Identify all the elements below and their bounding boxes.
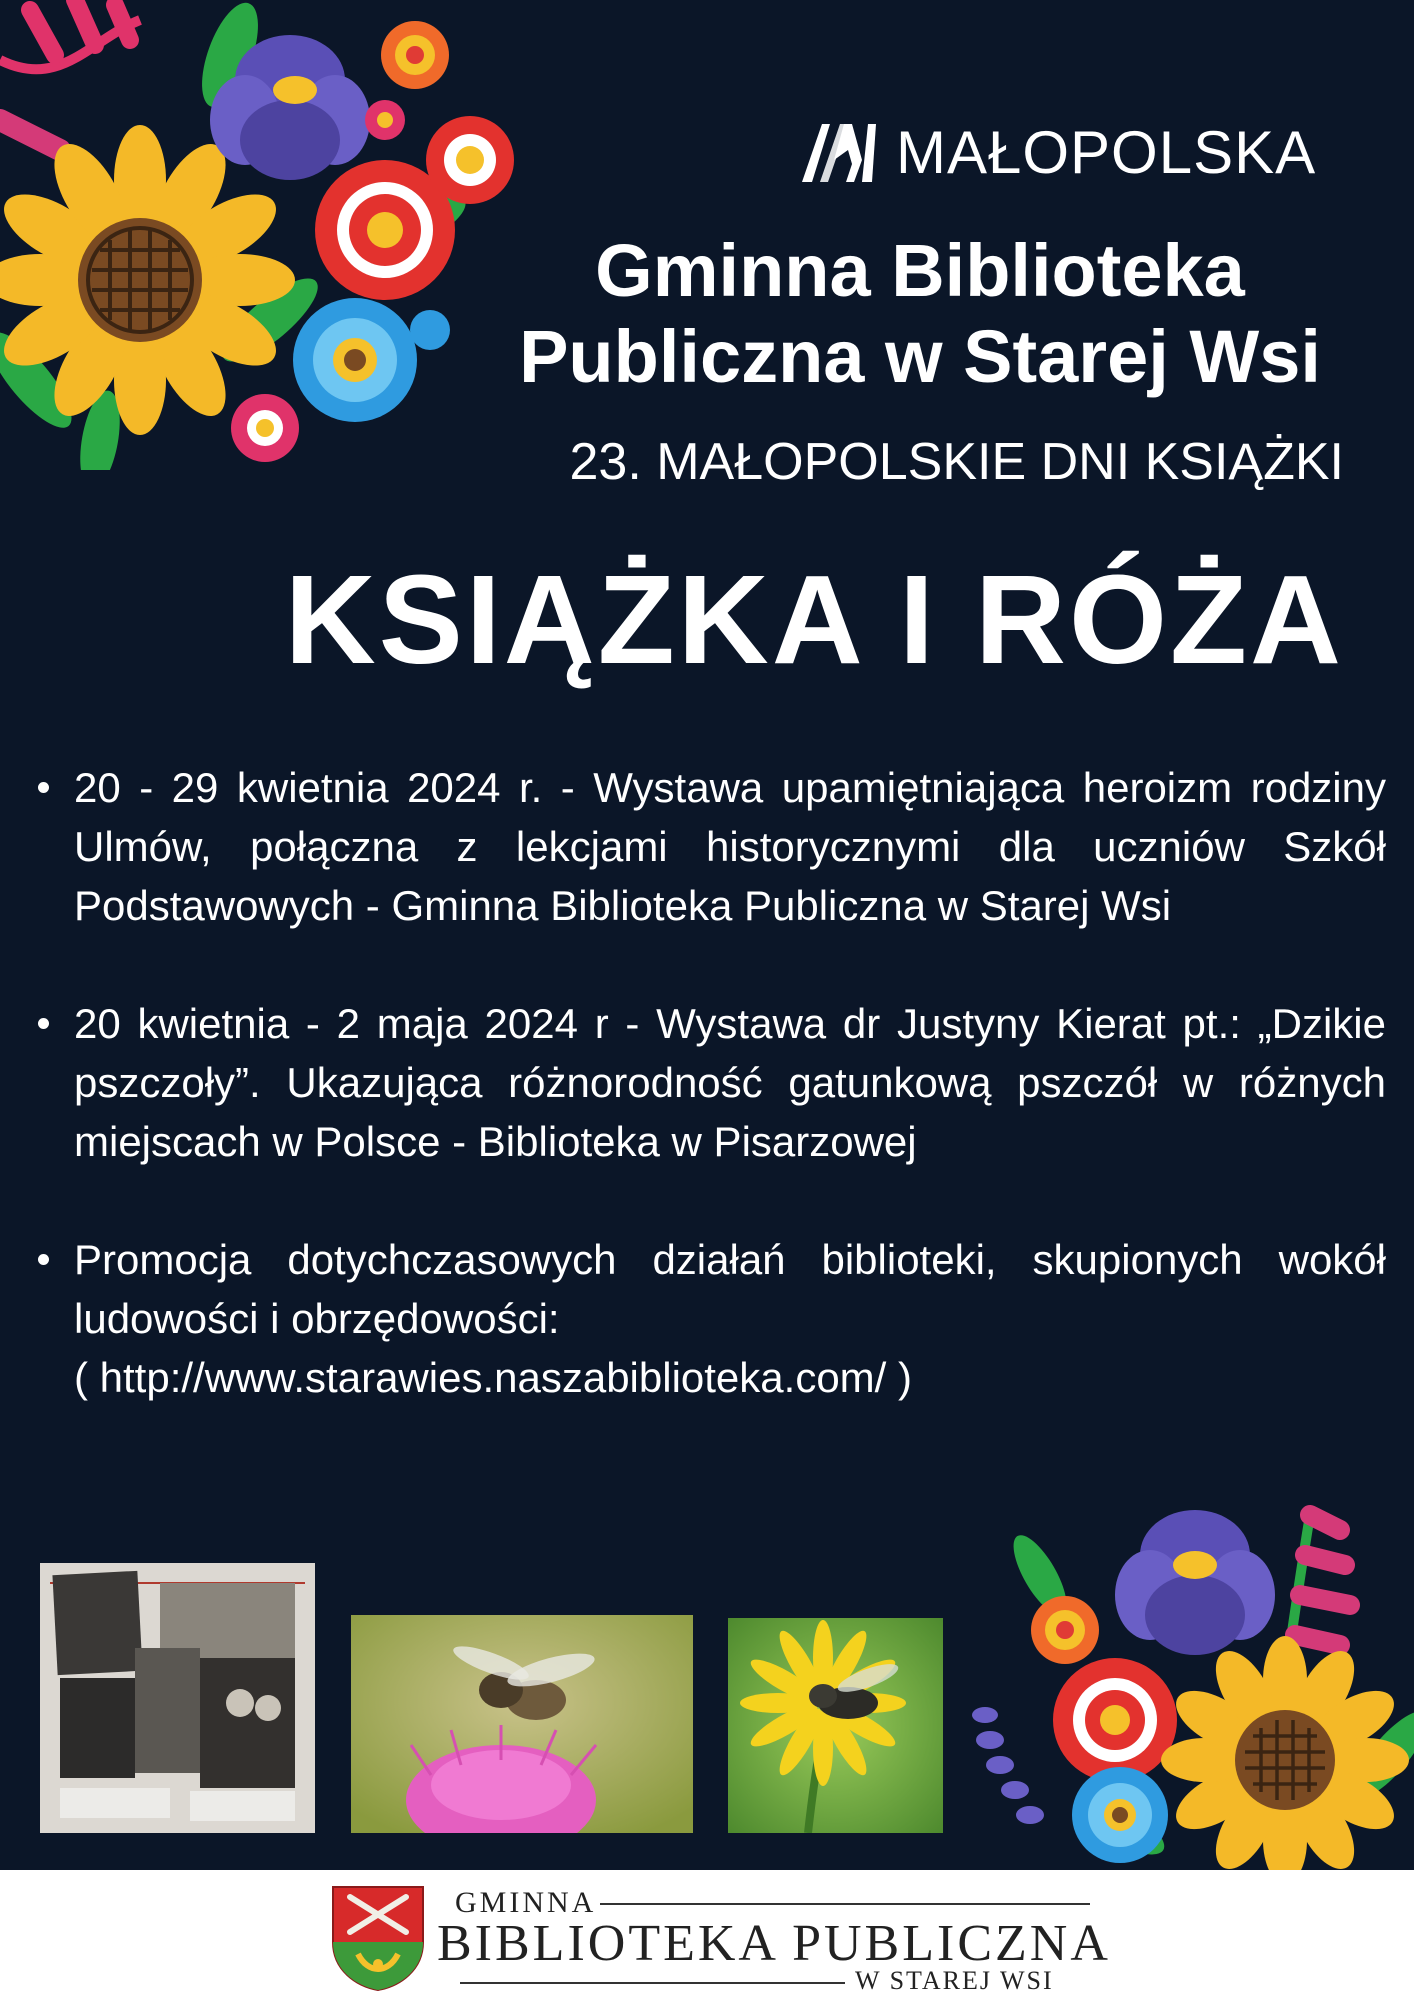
event-title: KSIĄŻKA I RÓŻA xyxy=(284,549,1344,690)
library-name xyxy=(470,228,1370,400)
bullet-icon xyxy=(38,782,49,793)
malopolska-wordmark: MAŁOPOLSKA xyxy=(896,119,1317,186)
footer-rule-bottom xyxy=(460,1982,845,1984)
footer xyxy=(0,1870,1414,2000)
library-name-line2: Publiczna w Starej Wsi xyxy=(519,315,1321,398)
historic-photos-exhibition-image xyxy=(40,1563,315,1833)
bullet-icon xyxy=(38,1254,49,1265)
malopolska-logo xyxy=(800,118,1350,188)
event-text: 20 kwietnia - 2 maja 2024 r - Wystawa dr Justyny Kierat pt.: „Dzikie pszczoły”. Ukazująca różnorodność gatunkową pszczół w różnych miejscach w Polsce - Biblioteka w Pisarzowej xyxy=(74,1000,1386,1165)
library-name-line1: Gminna Biblioteka xyxy=(595,229,1245,312)
footer-line-library: BIBLIOTEKA PUBLICZNA xyxy=(437,1915,1111,1972)
events-list xyxy=(36,758,1386,1466)
footer-rule-top xyxy=(600,1903,1090,1905)
folk-flowers-bottom-right xyxy=(960,1495,1414,1870)
bullet-icon xyxy=(38,1018,49,1029)
bee-on-yellow-flower-image xyxy=(728,1618,943,1833)
coat-of-arms-icon xyxy=(328,1882,428,1992)
event-item-promotion xyxy=(36,1230,1386,1407)
library-website-link[interactable]: ( http://www.starawies.naszabiblioteka.com/ ) xyxy=(74,1354,912,1401)
malopolska-mark-icon xyxy=(800,120,878,184)
event-item-wild-bees xyxy=(36,994,1386,1171)
footer-line-location: W STAREJ WSI xyxy=(855,1966,1054,1995)
event-item-ulma-exhibition xyxy=(36,758,1386,935)
event-text: 20 - 29 kwietnia 2024 r. - Wystawa upamiętniająca heroizm rodziny Ulmów, połączna z lekcjami historycznymi dla uczniów Szkół Podstawowych - Gminna Biblioteka Publiczna w Starej Wsi xyxy=(74,764,1386,929)
footer-line-gminna: GMINNA xyxy=(455,1886,597,1919)
event-text: Promocja dotychczasowych działań biblioteki, skupionych wokół ludowości i obrzędowości: xyxy=(74,1236,1386,1342)
bee-on-thistle-image xyxy=(351,1615,693,1833)
event-edition: 23. MAŁOPOLSKIE DNI KSIĄŻKI xyxy=(569,433,1344,491)
